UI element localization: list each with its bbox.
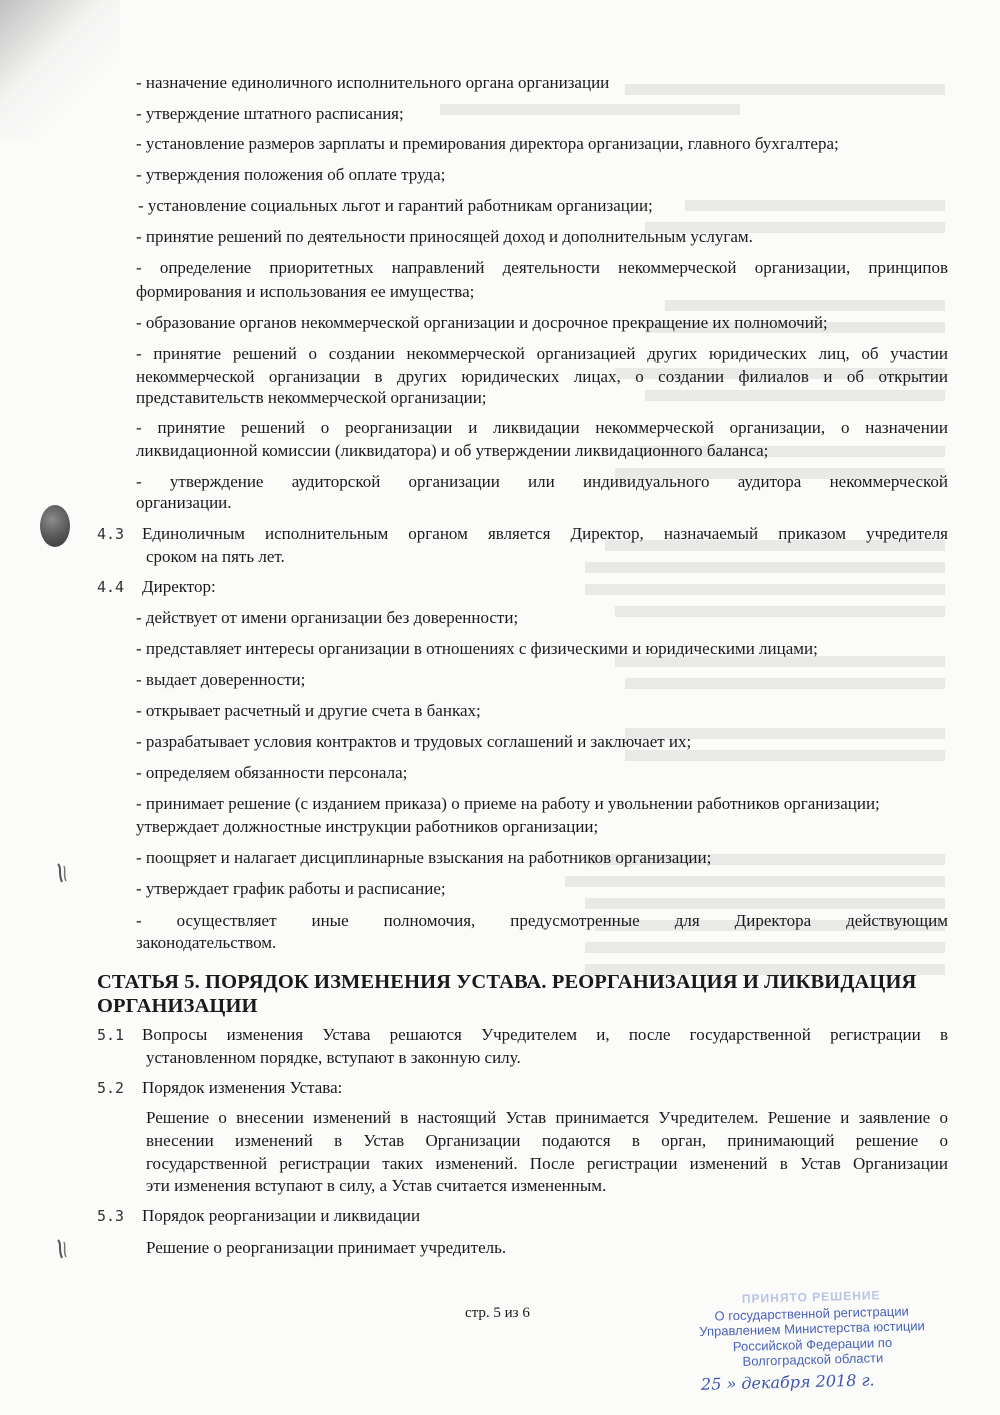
text-line: - установление социальных льгот и гарантий работникам организации; <box>138 196 653 215</box>
text-line: - выдает доверенности; <box>136 670 306 689</box>
text-line: - утверждение штатного расписания; <box>136 104 404 123</box>
section-title: Порядок изменения Устава: <box>142 1078 343 1097</box>
text-line: - представляет интересы организации в отношениях с физическими и юридическими лицами; <box>136 639 818 658</box>
paragraph-line: - принимает решение (с изданием приказа) о приеме на работу и увольнении работников организации; <box>136 794 880 813</box>
stamp-line: Управлением Министерства юстиции <box>699 1318 926 1339</box>
text-line: - действует от имени организации без доверенности; <box>136 608 519 627</box>
text-line: - утверждает график работы и расписание; <box>136 879 446 898</box>
paragraph-line: - определение приоритетных направлений деятельности некоммерческой организации, принципов <box>136 258 948 277</box>
paragraph-line: эти изменения вступают в силу, а Устав считается измененным. <box>146 1176 607 1195</box>
article-heading: СТАТЬЯ 5. ПОРЯДОК ИЗМЕНЕНИЯ УСТАВА. РЕОРГАНИЗАЦИЯ И ЛИКВИДАЦИЯ ОРГАНИЗАЦИИ <box>97 971 917 1017</box>
paragraph-line: Единоличным исполнительным органом является Директор, назначаемый приказом учредителя <box>142 524 948 543</box>
page-number: стр. 5 из 6 <box>465 1305 530 1321</box>
text-line: - установление размеров зарплаты и премирования директора организации, главного бухгалтера; <box>136 134 839 153</box>
stamp-line: Волгоградской области <box>742 1350 884 1369</box>
text-line: - образование органов некоммерческой организации и досрочное прекращение их полномочий; <box>136 313 828 332</box>
text-line: - поощряет и налагает дисциплинарные взыскания на работников организации; <box>136 848 712 867</box>
paragraph-line: внесении изменений в Устав Организации подаются в орган, принимающий решение о <box>146 1131 948 1150</box>
stamp-line: О государственной регистрации <box>714 1302 909 1324</box>
text-line: - разрабатывает условия контрактов и трудовых соглашений и заключает их; <box>136 732 692 751</box>
paragraph-line: утверждает должностные инструкции работников организации; <box>136 817 599 836</box>
paragraph-line: Решение о реорганизации принимает учредитель. <box>146 1238 507 1257</box>
text-line: - назначение единоличного исполнительного органа организации <box>136 73 610 92</box>
text-line: - принятие решений по деятельности приносящей доход и дополнительным услугам. <box>136 227 753 246</box>
paragraph-line: ликвидационной комиссии (ликвидатора) и об утверждении ликвидационного баланса; <box>136 441 769 460</box>
paragraph-line: законодательством. <box>136 933 277 952</box>
section-number: 4.3 <box>97 525 125 543</box>
section-number: 5.2 <box>97 1079 125 1097</box>
text-line: - определяем обязанности персонала; <box>136 763 408 782</box>
paragraph-line: - принятие решений о создании некоммерческой организацией других юридических лиц, об участии <box>136 344 948 363</box>
staple-mark-icon <box>52 1238 74 1260</box>
section-number: 5.1 <box>97 1026 125 1044</box>
paragraph-line: организации. <box>136 493 232 512</box>
stamp-line: Российской Федерации по <box>732 1334 893 1354</box>
registration-stamp <box>679 1287 947 1404</box>
section-title: Порядок реорганизации и ликвидации <box>142 1206 421 1225</box>
text-line: - утверждения положения об оплате труда; <box>136 165 446 184</box>
section-title: Директор: <box>142 577 216 596</box>
punch-hole <box>40 505 70 547</box>
paragraph-line: Вопросы изменения Устава решаются Учредителем и, после государственной регистрации в <box>142 1025 948 1044</box>
paragraph-line: - принятие решений о реорганизации и ликвидации некоммерческой организации, о назначении <box>136 418 948 437</box>
paragraph-line: представительств некоммерческой организации; <box>136 388 487 407</box>
paragraph-line: некоммерческой организации в других юридических лицах, о создании филиалов и об открытии <box>136 367 948 386</box>
paragraph-line: - утверждение аудиторской организации или индивидуального аудитора некоммерческой <box>136 472 948 491</box>
section-number: 5.3 <box>97 1207 125 1225</box>
stamp-date: 25 » декабря 2018 г. <box>700 1370 875 1394</box>
stamp-header: ПРИНЯТО РЕШЕНИЕ <box>741 1288 881 1306</box>
paragraph-line: сроком на пять лет. <box>146 547 285 566</box>
paragraph-line: - осуществляет иные полномочия, предусмотренные для Директора действующим <box>136 911 948 930</box>
staple-mark-icon <box>52 862 74 884</box>
paragraph-line: установленном порядке, вступают в законную силу. <box>146 1048 521 1067</box>
section-number: 4.4 <box>97 578 125 596</box>
scan-shadow <box>0 0 120 140</box>
paragraph-line: Решение о внесении изменений в настоящий Устав принимается Учредителем. Решение и заявление о <box>146 1108 948 1127</box>
paragraph-line: формирования и использования ее имущества; <box>136 282 475 301</box>
text-line: - открывает расчетный и другие счета в банках; <box>136 701 481 720</box>
paragraph-line: государственной регистрации таких изменений. После регистрации изменений в Устав Организации <box>146 1154 948 1173</box>
